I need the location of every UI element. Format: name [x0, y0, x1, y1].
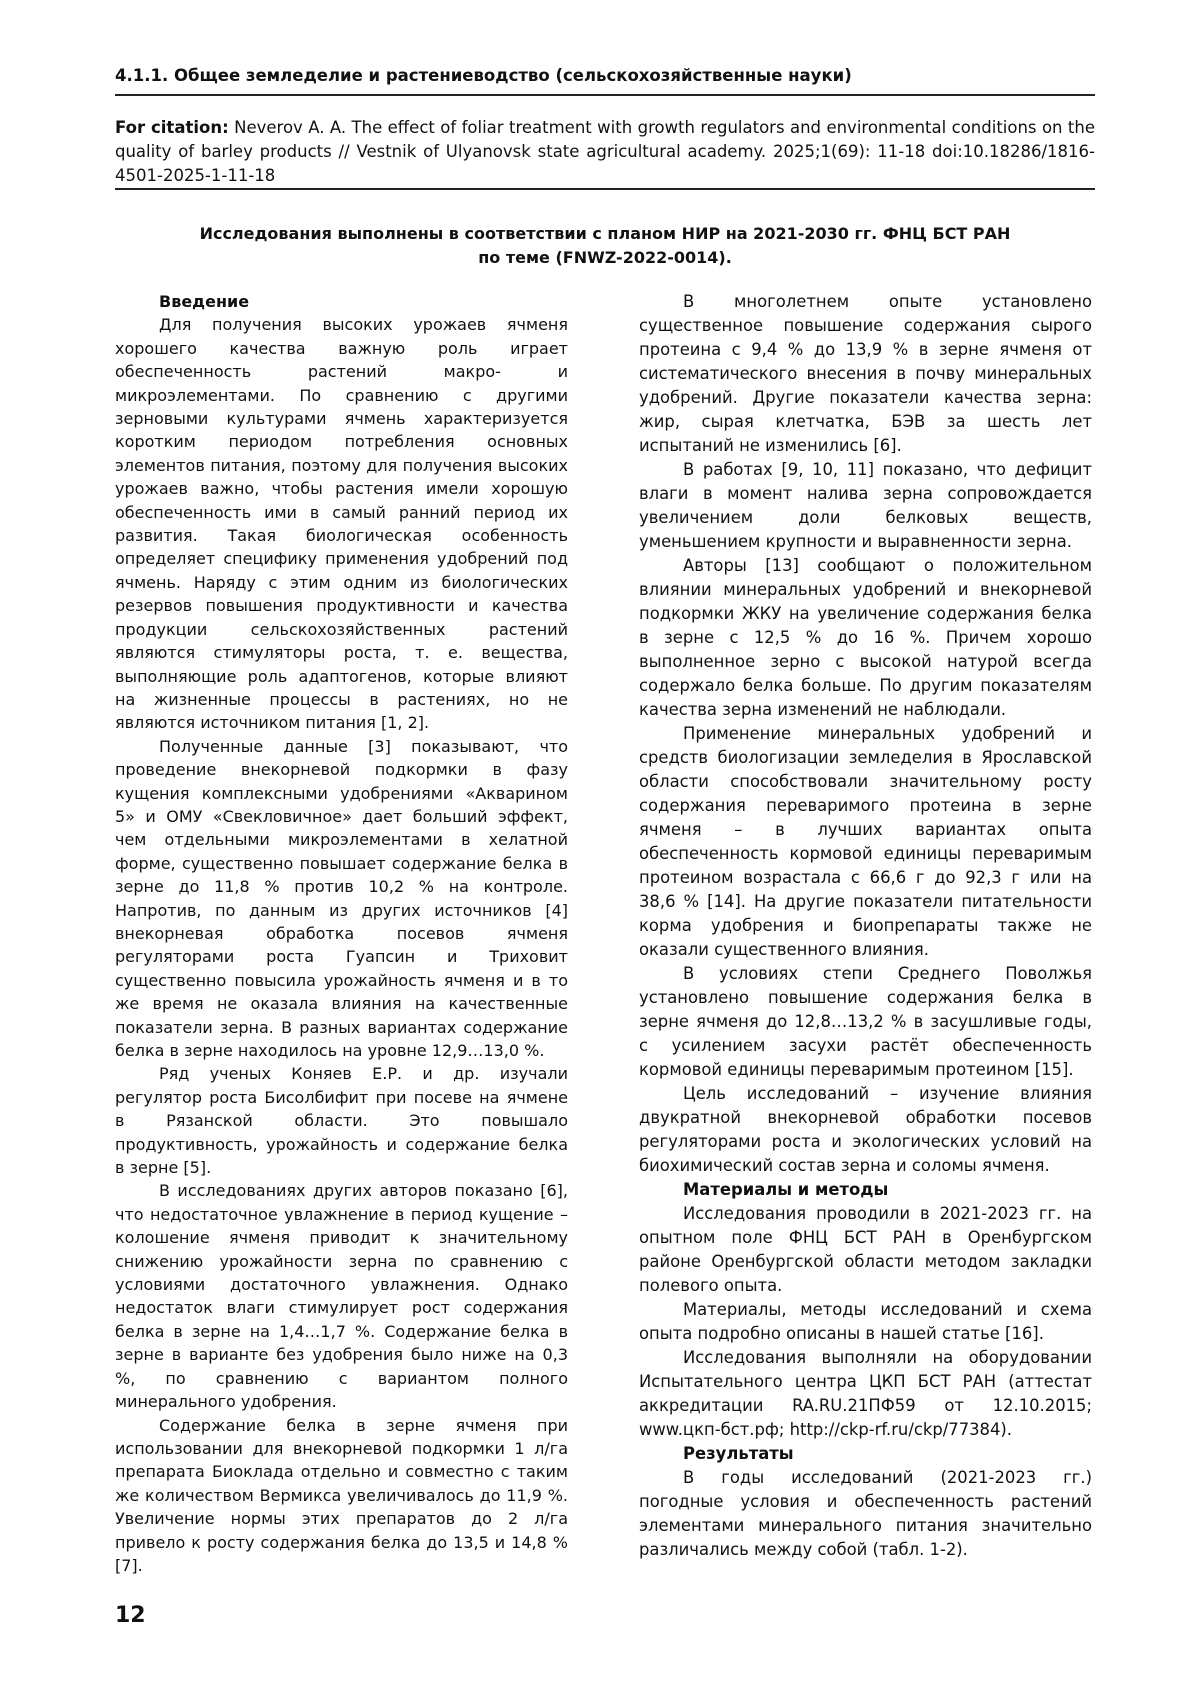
- body-paragraph: В работах [9, 10, 11] показано, что дефицит влаги в момент налива зерна сопровождается увеличением доли белковых веществ, уменьшением крупности и выравненности зерна.: [639, 458, 1092, 554]
- body-paragraph: Цель исследований – изучение влияния двукратной внекорневой обработки посевов регуляторами роста и экологических условий на биохимический состав зерна и соломы ячменя.: [639, 1082, 1092, 1178]
- article-page: [0, 0, 1200, 1697]
- funding-line-2: по теме (FNWZ-2022-0014).: [115, 246, 1095, 270]
- section-subheading: Введение: [115, 290, 568, 313]
- body-paragraph: В многолетнем опыте установлено существенное повышение содержания сырого протеина с 9,4 % до 13,9 % в зерне ячменя от систематического внесения в почву минеральных удобрений. Другие показатели качества зерна: жир, сырая клетчатка, БЭВ за шесть лет испытаний не изменились [6].: [639, 290, 1092, 458]
- body-paragraph: Применение минеральных удобрений и средств биологизации земледелия в Ярославской области способствовали значительному росту содержания переваримого протеина в зерне ячменя – в лучших вариантах опыта обеспеченность кормовой единицы переваримым протеином возрастала с 66,6 г до 92,3 г или на 38,6 % [14]. На другие показатели питательности корма удобрения и биопрепараты также не оказали существенного влияния.: [639, 722, 1092, 962]
- citation-text: Neverov A. A. The effect of foliar treatment with growth regulators and environmental conditions on the quality of barley products // Vestnik of Ulyanovsk state agricultural academy. 2025;1(69): 11-18 doi:10.18286/1816-4501-2025-1-11-18: [115, 118, 1095, 185]
- body-paragraph: Полученные данные [3] показывают, что проведение внекорневой подкормки в фазу кущения комплексными удобрениями «Акварином 5» и ОМУ «Свекловичное» дает больший эффект, чем отдельными микроэлементами в хелатной форме, существенно повышает содержание белка в зерне до 11,8 % против 10,2 % на контроле. Напротив, по данным из других источников [4] внекорневая обработка посевов ячменя регуляторами роста Гуапсин и Триховит существенно повысила урожайность ячменя и в то же время не оказала влияния на качественные показатели зерна. В разных вариантах содержание белка в зерне находилось на уровне 12,9…13,0 %.: [115, 735, 568, 1063]
- section-heading: 4.1.1. Общее земледелие и растениеводство (сельскохозяйственные науки): [115, 68, 1095, 85]
- header-rule-top: [115, 94, 1095, 96]
- body-paragraph: Исследования проводили в 2021-2023 гг. на опытном поле ФНЦ БСТ РАН в Оренбургском районе Оренбургской области методом закладки полевого опыта.: [639, 1202, 1092, 1298]
- body-paragraph: Для получения высоких урожаев ячменя хорошего качества важную роль играет обеспеченность растений макро- и микроэлементами. По сравнению с другими зерновыми культурами ячмень характеризуется коротким периодом потребления основных элементов питания, поэтому для получения высоких урожаев важно, чтобы растения имели хорошую обеспеченность ими в самый ранний период их развития. Такая биологическая особенность определяет специфику применения удобрений под ячмень. Наряду с этим одним из биологических резервов повышения продуктивности и качества продукции сельскохозяйственных растений являются стимуляторы роста, т. е. вещества, выполняющие роль адаптогенов, которые влияют на жизненные процессы в растениях, но не являются источником питания [1, 2].: [115, 313, 568, 734]
- funding-note: [115, 222, 1095, 270]
- body-paragraph: В исследованиях других авторов показано [6], что недостаточное увлажнение в период кущение – колошение ячменя приводит к значительному снижению урожайности зерна по сравнению с условиями достаточного увлажнения. Однако недостаток влаги стимулирует рост содержания белка в зерне на 1,4…1,7 %. Содержание белка в зерне в варианте без удобрения было ниже на 0,3 %, по сравнению с вариантом полного минерального удобрения.: [115, 1179, 568, 1413]
- funding-line-1: Исследования выполнены в соответствии с планом НИР на 2021-2030 гг. ФНЦ БСТ РАН: [115, 222, 1095, 246]
- section-subheading: Материалы и методы: [639, 1178, 1092, 1202]
- body-paragraph: Содержание белка в зерне ячменя при использовании для внекорневой подкормки 1 л/га препарата Биоклада отдельно и совместно с таким же количеством Вермикса увеличивалось до 11,9 %. Увеличение нормы этих препаратов до 2 л/га привело к росту содержания белка до 13,5 и 14,8 % [7].: [115, 1414, 568, 1578]
- citation-block: [115, 116, 1095, 188]
- right-column: [639, 290, 1092, 1562]
- body-paragraph: Авторы [13] сообщают о положительном влиянии минеральных удобрений и внекорневой подкормки ЖКУ на увеличение содержания белка в зерне с 12,5 % до 16 %. Причем хорошо выполненное зерно с высокой натурой всегда содержало белка больше. По другим показателям качества зерна изменений не наблюдали.: [639, 554, 1092, 722]
- section-subheading: Результаты: [639, 1442, 1092, 1466]
- page-number: 12: [115, 1605, 146, 1627]
- left-column: [115, 290, 568, 1577]
- body-paragraph: Материалы, методы исследований и схема опыта подробно описаны в нашей статье [16].: [639, 1298, 1092, 1346]
- body-paragraph: В годы исследований (2021-2023 гг.) погодные условия и обеспеченность растений элементами минерального питания значительно различались между собой (табл. 1-2).: [639, 1466, 1092, 1562]
- citation-label: For citation:: [115, 118, 229, 137]
- body-paragraph: Исследования выполняли на оборудовании Испытательного центра ЦКП БСТ РАН (аттестат аккредитации RA.RU.21ПФ59 от 12.10.2015; www.цкп-бст.рф; http://ckp-rf.ru/ckp/77384).: [639, 1346, 1092, 1442]
- body-paragraph: Ряд ученых Коняев Е.Р. и др. изучали регулятор роста Бисолбифит при посеве на ячмене в Рязанской области. Это повышало продуктивность, урожайность и содержание белка в зерне [5].: [115, 1062, 568, 1179]
- body-paragraph: В условиях степи Среднего Поволжья установлено повышение содержания белка в зерне ячменя до 12,8…13,2 % в засушливые годы, с усилением засухи растёт обеспеченность кормовой единицы переваримым протеином [15].: [639, 962, 1092, 1082]
- header-rule-bottom: [115, 188, 1095, 190]
